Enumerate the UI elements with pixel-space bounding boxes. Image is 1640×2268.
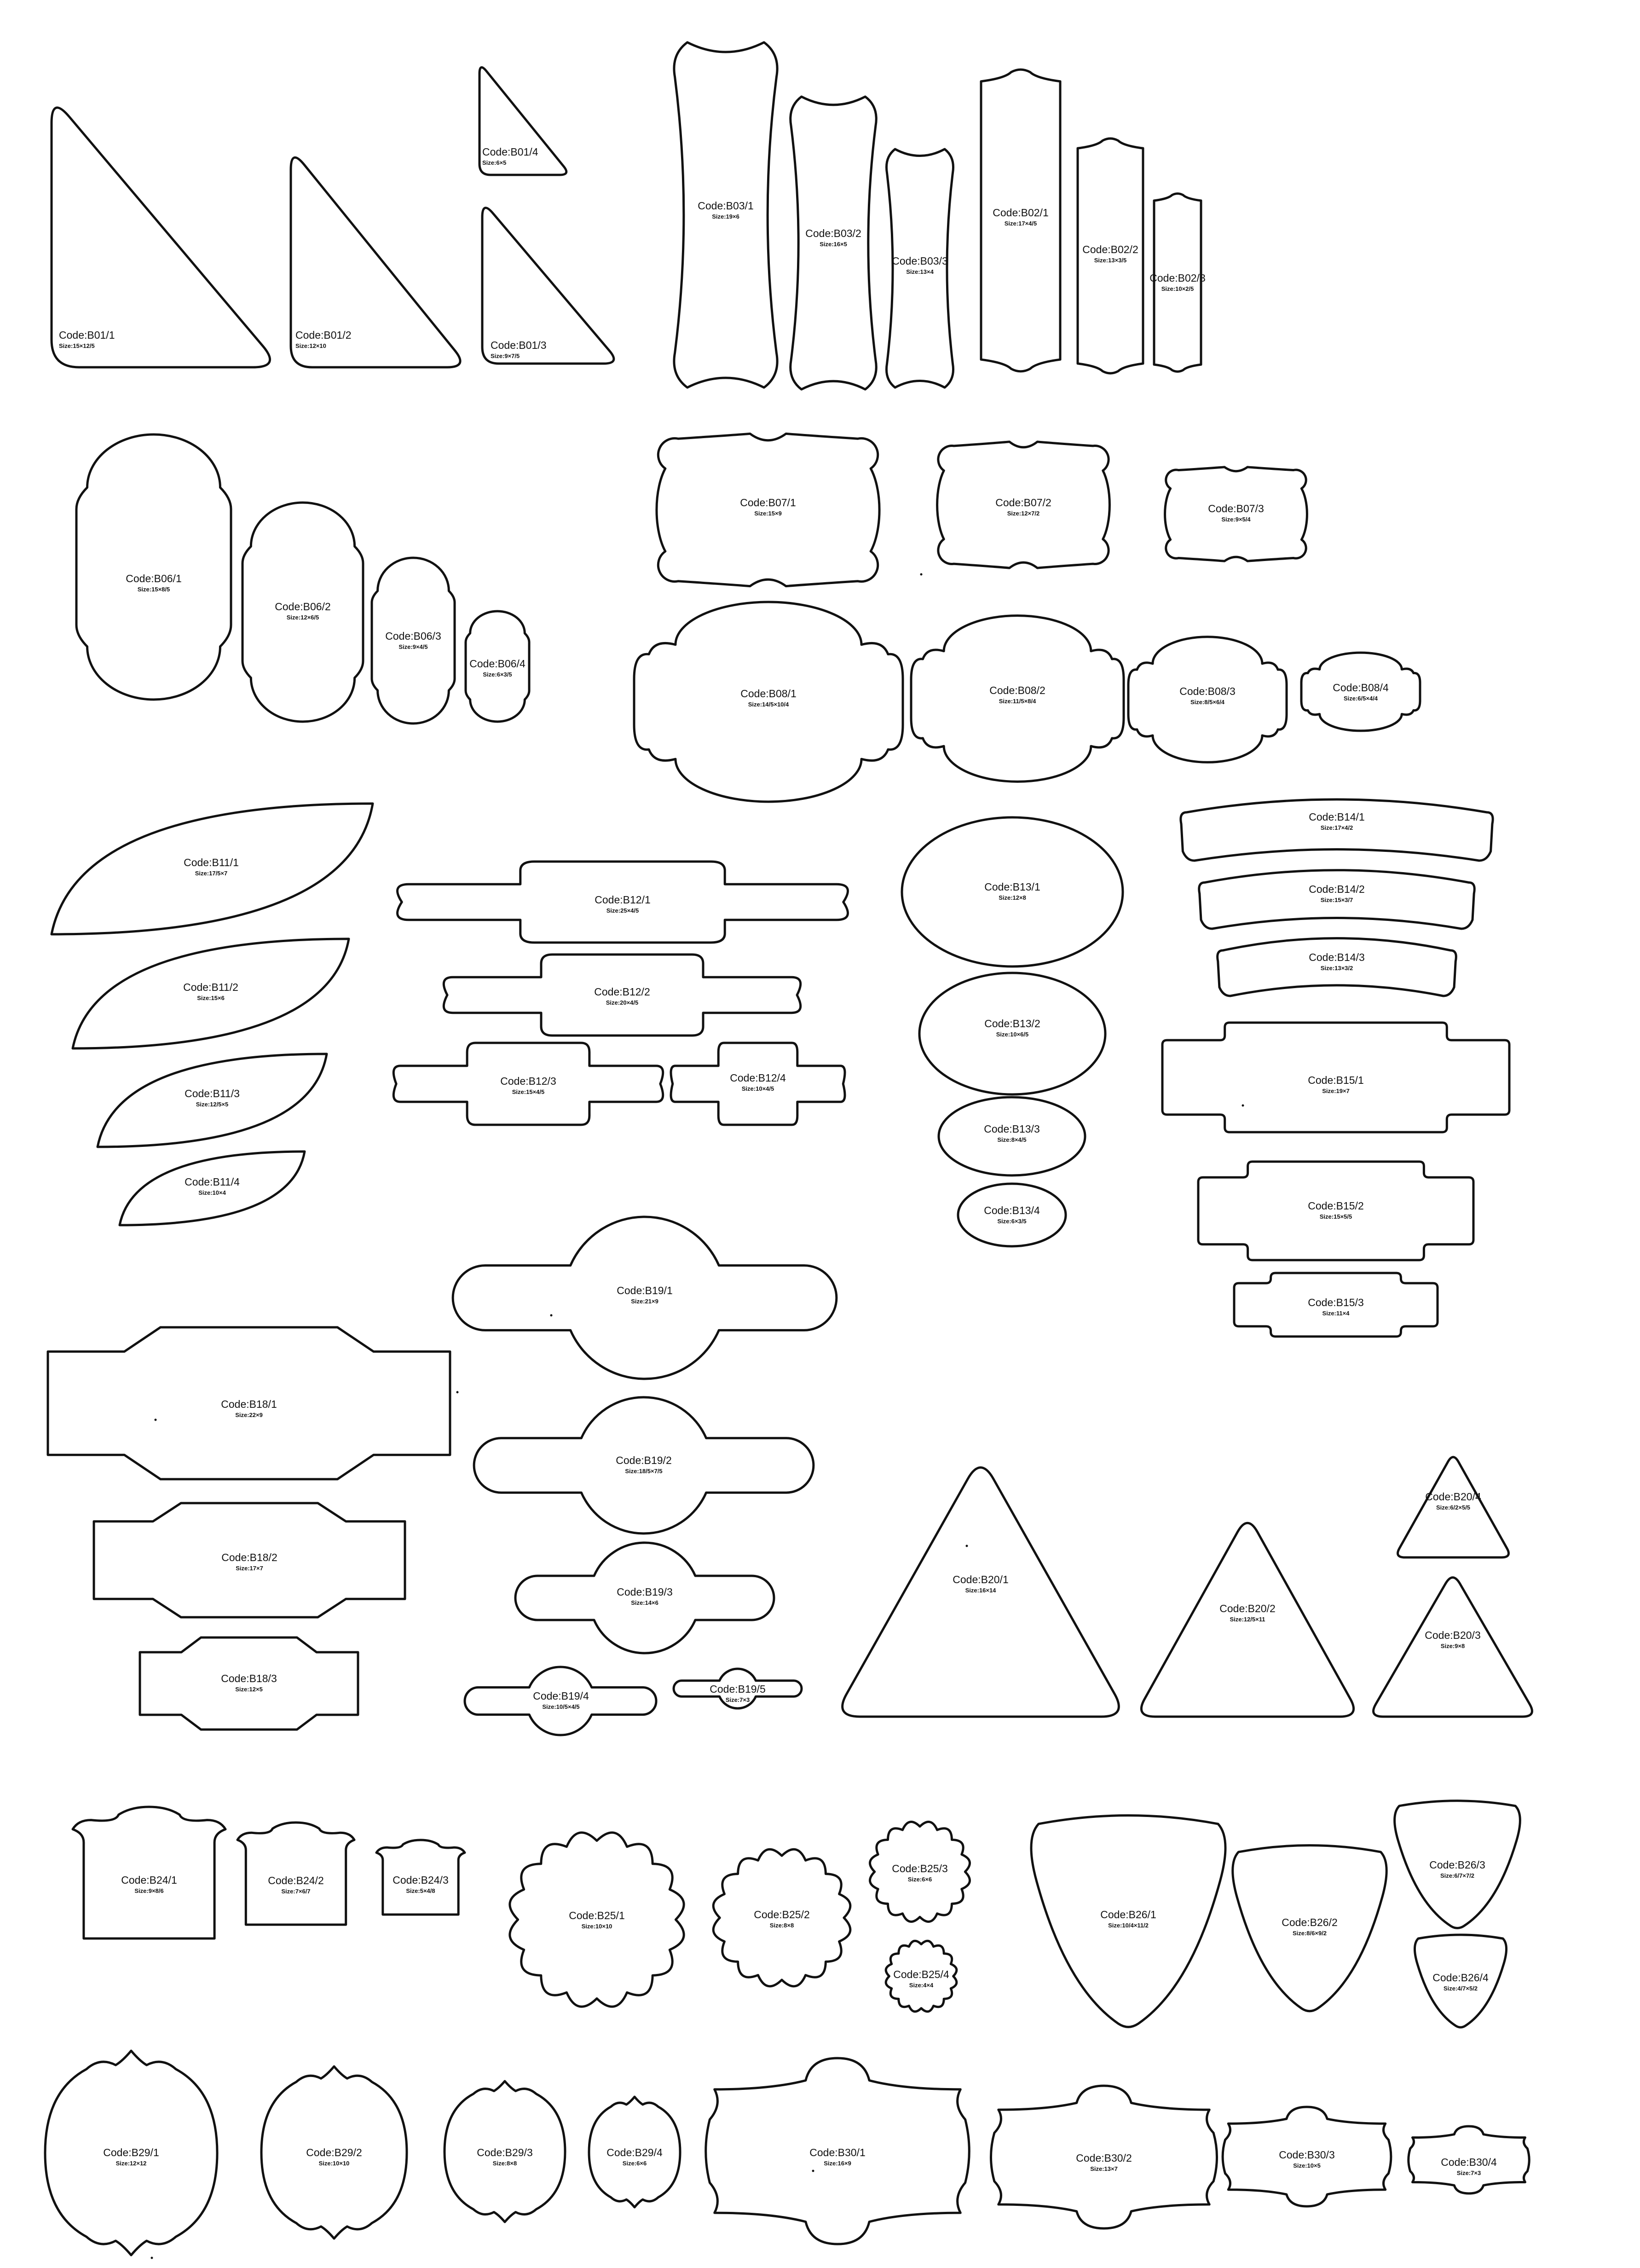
arched-tag-outline	[76, 434, 231, 700]
shape-size-label: Size:15×3/7	[1320, 897, 1353, 903]
registration-dot	[812, 2170, 814, 2172]
shape-code-label: Code:B11/2	[183, 981, 238, 993]
shape-b12-4	[671, 1043, 845, 1125]
shape-size-label: Size:17×7	[236, 1565, 263, 1572]
shape-b25-1	[510, 1833, 684, 2007]
shape-b06-3	[372, 558, 455, 723]
shape-code-label: Code:B01/4	[482, 146, 538, 158]
shape-size-label: Size:8/5×6/4	[1190, 699, 1225, 706]
shape-code-label: Code:B15/3	[1308, 1296, 1364, 1308]
shape-code-label: Code:B06/1	[126, 573, 182, 584]
circle-bar-outline	[515, 1543, 774, 1653]
shape-size-label: Size:21×9	[631, 1298, 658, 1305]
shape-code-label: Code:B08/3	[1179, 685, 1236, 697]
shape-b24-1	[73, 1807, 225, 1938]
shape-code-label: Code:B18/3	[221, 1672, 277, 1684]
registration-dot	[966, 1545, 968, 1547]
shape-code-label: Code:B11/3	[185, 1088, 240, 1099]
shape-size-label: Size:6/5×4/4	[1343, 695, 1378, 702]
shape-size-label: Size:15×9	[754, 510, 782, 517]
shape-b19-3	[515, 1543, 774, 1653]
shape-b13-2	[919, 973, 1105, 1094]
shape-code-label: Code:B01/1	[59, 329, 115, 341]
shape-code-label: Code:B20/1	[953, 1574, 1009, 1585]
leaf-outline	[98, 1054, 327, 1147]
shape-b03-1	[674, 42, 777, 388]
shape-size-label: Size:16×14	[965, 1587, 996, 1594]
shape-size-label: Size:8×4/5	[997, 1136, 1027, 1143]
shape-size-label: Size:4/7×5/2	[1443, 1985, 1478, 1992]
shape-b25-4	[886, 1941, 957, 2012]
shape-size-label: Size:8/6×9/2	[1292, 1930, 1327, 1937]
shape-code-label: Code:B24/3	[393, 1874, 449, 1886]
shape-size-label: Size:6×6	[622, 2160, 647, 2167]
shape-size-label: Size:13×3/5	[1094, 257, 1127, 264]
shape-code-label: Code:B26/4	[1432, 1972, 1489, 1984]
shape-size-label: Size:22×9	[235, 1412, 263, 1418]
shape-size-label: Size:11×4	[1322, 1310, 1350, 1317]
shape-b08-2	[911, 616, 1124, 782]
shape-size-label: Size:4×4	[909, 1982, 934, 1989]
shape-size-label: Size:9×4/5	[398, 643, 428, 650]
shape-size-label: Size:14×6	[631, 1599, 658, 1606]
shape-code-label: Code:B06/4	[469, 658, 525, 670]
shape-code-label: Code:B14/3	[1309, 951, 1365, 963]
shirt-tag-outline	[73, 1807, 225, 1938]
shape-size-label: Size:25×4/5	[606, 907, 639, 914]
shape-code-label: Code:B07/2	[995, 497, 1051, 509]
shape-code-label: Code:B13/1	[984, 881, 1040, 893]
shape-code-label: Code:B08/2	[989, 684, 1045, 696]
shape-b13-4	[958, 1184, 1066, 1246]
shape-size-label: Size:9×5/4	[1221, 516, 1251, 523]
shape-code-label: Code:B13/2	[984, 1018, 1040, 1030]
shape-size-label: Size:8×8	[769, 1922, 794, 1929]
shape-code-label: Code:B20/2	[1219, 1603, 1276, 1614]
shape-code-label: Code:B03/2	[805, 227, 861, 239]
shape-size-label: Size:12/5×11	[1230, 1616, 1265, 1623]
shape-b29-1	[45, 2051, 217, 2255]
shape-size-label: Size:10×4/5	[741, 1085, 774, 1092]
shape-size-label: Size:17×4/2	[1320, 824, 1353, 831]
shape-code-label: Code:B02/2	[1082, 243, 1138, 255]
registration-dot	[155, 1419, 157, 1421]
shape-b19-4	[465, 1667, 656, 1735]
shape-code-label: Code:B11/4	[185, 1176, 240, 1188]
shape-size-label: Size:6×5	[482, 159, 507, 166]
shape-size-label: Size:19×6	[712, 213, 739, 220]
shape-code-label: Code:B18/2	[221, 1551, 277, 1563]
shape-size-label: Size:17/5×7	[195, 870, 228, 877]
shape-size-label: Size:16×9	[824, 2160, 851, 2167]
shape-size-label: Size:12×10	[295, 342, 326, 349]
shape-b20-4	[1398, 1457, 1509, 1557]
shape-size-label: Size:12×8	[999, 894, 1026, 901]
shape-size-label: Size:12×6/5	[286, 614, 319, 621]
shape-b12-3	[393, 1043, 663, 1125]
shape-code-label: Code:B29/2	[306, 2146, 362, 2158]
shape-code-label: Code:B26/2	[1282, 1916, 1338, 1928]
shape-size-label: Size:10×10	[318, 2160, 350, 2167]
shape-code-label: Code:B02/3	[1149, 272, 1206, 284]
shape-b06-2	[243, 503, 363, 722]
shape-code-label: Code:B18/1	[221, 1398, 277, 1410]
shape-code-label: Code:B25/4	[893, 1968, 949, 1980]
registration-dot	[550, 1314, 553, 1317]
shape-b26-3	[1395, 1801, 1520, 1928]
shape-b18-2	[94, 1503, 405, 1617]
shape-code-label: Code:B15/2	[1308, 1200, 1364, 1212]
shape-code-label: Code:B19/3	[617, 1586, 673, 1598]
shape-code-label: Code:B30/2	[1076, 2152, 1132, 2164]
shape-size-label: Size:15×8/5	[137, 586, 170, 593]
shape-b11-2	[73, 939, 349, 1048]
shape-b24-3	[376, 1840, 465, 1915]
shape-size-label: Size:9×8/6	[134, 1887, 164, 1894]
shape-b19-2	[474, 1397, 814, 1533]
shape-b14-1	[1181, 799, 1493, 861]
shape-code-label: Code:B13/4	[984, 1204, 1040, 1216]
shape-b20-1	[843, 1468, 1119, 1717]
shape-b01-4	[479, 67, 566, 175]
shape-code-label: Code:B07/3	[1208, 503, 1264, 515]
registration-dot	[151, 2257, 153, 2259]
shape-b02-2	[1078, 139, 1143, 373]
shape-b14-2	[1199, 870, 1475, 929]
shape-code-label: Code:B08/1	[740, 688, 797, 700]
shape-code-label: Code:B20/4	[1425, 1491, 1481, 1503]
shape-size-label: Size:6/7×7/2	[1440, 1872, 1475, 1879]
shape-b08-4	[1301, 653, 1420, 731]
shape-b26-1	[1031, 1816, 1225, 2027]
shape-size-label: Size:17×4/5	[1004, 220, 1037, 227]
shape-b12-1	[398, 862, 848, 943]
shape-size-label: Size:18/5×7/5	[625, 1468, 663, 1475]
shape-code-label: Code:B14/2	[1309, 883, 1365, 895]
shape-size-label: Size:10×5	[1293, 2162, 1321, 2169]
shape-size-label: Size:14/5×10/4	[748, 701, 789, 708]
shape-b15-1	[1162, 1023, 1509, 1132]
shape-b13-3	[939, 1097, 1085, 1175]
shape-code-label: Code:B15/1	[1308, 1074, 1364, 1086]
shape-b20-2	[1141, 1523, 1353, 1717]
shape-size-label: Size:12×7/2	[1007, 510, 1040, 517]
shape-code-label: Code:B12/3	[500, 1075, 556, 1087]
shape-size-label: Size:15×12/5	[59, 342, 95, 349]
shape-size-label: Size:13×4	[906, 268, 934, 275]
shape-b06-1	[76, 434, 231, 700]
shape-code-label: Code:B25/1	[569, 1909, 625, 1921]
shape-code-label: Code:B06/3	[385, 630, 441, 642]
shape-b26-4	[1415, 1935, 1506, 2027]
shape-b19-5	[674, 1669, 802, 1708]
leaf-outline	[120, 1151, 305, 1225]
shape-code-label: Code:B01/2	[295, 329, 352, 341]
shape-b24-2	[237, 1822, 354, 1925]
shape-b30-2	[991, 2086, 1217, 2228]
shape-b01-1	[52, 108, 270, 367]
shape-size-label: Size:7×6/7	[281, 1888, 311, 1895]
shape-size-label: Size:13×3/2	[1320, 965, 1353, 972]
shape-b03-2	[791, 97, 877, 389]
shape-b29-2	[261, 2066, 407, 2239]
triangle-right-angle-outline	[52, 108, 270, 367]
shape-size-label: Size:15×6	[197, 995, 225, 1001]
triangle-right-angle-outline	[479, 67, 566, 175]
shape-size-label: Size:12×12	[115, 2160, 147, 2167]
shape-code-label: Code:B24/2	[268, 1875, 324, 1886]
shape-code-label: Code:B20/3	[1425, 1629, 1481, 1641]
shape-b12-2	[444, 955, 800, 1036]
shape-size-label: Size:6/2×5/5	[1436, 1504, 1471, 1511]
shape-size-label: Size:10/5×4/5	[542, 1703, 580, 1710]
shape-b29-4	[589, 2097, 680, 2207]
shape-code-label: Code:B02/1	[993, 207, 1049, 219]
shape-size-label: Size:12/5×5	[196, 1101, 229, 1108]
shape-size-label: Size:8×8	[492, 2160, 517, 2167]
shape-code-label: Code:B06/2	[275, 601, 331, 613]
registration-dot	[1242, 1105, 1244, 1107]
shape-size-label: Size:9×7/5	[491, 353, 520, 359]
shape-b18-3	[140, 1637, 358, 1730]
shape-code-label: Code:B03/1	[698, 200, 754, 212]
leaf-outline	[73, 939, 349, 1048]
shape-size-label: Size:10/4×11/2	[1108, 1922, 1149, 1929]
shape-b30-3	[1223, 2107, 1391, 2206]
shape-b18-1	[48, 1327, 450, 1479]
shape-size-label: Size:13×7	[1090, 2165, 1118, 2172]
shield-outline	[1031, 1816, 1225, 2027]
shape-b01-2	[291, 157, 460, 367]
shape-code-label: Code:B19/4	[533, 1690, 589, 1702]
shape-b08-1	[634, 602, 903, 802]
shape-b06-4	[466, 611, 529, 722]
leaf-outline	[52, 804, 373, 934]
shape-b19-1	[453, 1217, 837, 1379]
registration-dot	[456, 1391, 459, 1394]
shape-size-label: Size:10×2/5	[1161, 285, 1194, 292]
shape-code-label: Code:B29/3	[477, 2146, 533, 2158]
shape-code-label: Code:B29/1	[103, 2146, 159, 2158]
shape-size-label: Size:6×6	[907, 1876, 932, 1883]
shape-code-label: Code:B03/3	[892, 255, 948, 267]
shape-code-label: Code:B24/1	[121, 1874, 177, 1886]
shape-size-label: Size:15×4/5	[512, 1088, 545, 1095]
shape-b15-3	[1234, 1273, 1438, 1336]
shape-code-label: Code:B30/3	[1279, 2149, 1335, 2161]
shape-b11-1	[52, 804, 373, 934]
shape-size-label: Size:15×5/5	[1319, 1213, 1352, 1220]
shape-code-label: Code:B26/1	[1100, 1909, 1156, 1921]
shape-code-label: Code:B30/4	[1441, 2156, 1497, 2168]
shape-code-label: Code:B08/4	[1333, 682, 1389, 694]
shape-b26-2	[1233, 1846, 1386, 2011]
shape-b13-1	[902, 817, 1123, 966]
shape-code-label: Code:B11/1	[184, 856, 239, 868]
shape-code-label: Code:B26/3	[1429, 1859, 1485, 1871]
shape-size-label: Size:12×5	[235, 1686, 263, 1693]
bracket-tall-tag-outline	[1078, 139, 1143, 373]
registration-dot	[920, 573, 923, 576]
shape-b25-3	[870, 1822, 970, 1922]
shape-code-label: Code:B12/4	[730, 1072, 786, 1084]
shape-size-label: Size:16×5	[820, 241, 847, 248]
shape-size-label: Size:6×3/5	[483, 671, 512, 678]
stepped-bar-outline	[671, 1043, 845, 1125]
shape-code-label: Code:B19/1	[617, 1284, 673, 1296]
shape-b30-1	[706, 2058, 970, 2244]
shape-b03-3	[886, 149, 953, 388]
shape-code-label: Code:B12/2	[594, 986, 650, 998]
shape-b14-3	[1218, 938, 1456, 996]
shape-code-label: Code:B12/1	[595, 894, 651, 906]
shape-code-label: Code:B19/2	[616, 1454, 672, 1466]
shape-size-label: Size:19×7	[1322, 1088, 1350, 1094]
shape-b25-2	[713, 1849, 850, 1986]
shape-size-label: Size:5×4/8	[406, 1887, 435, 1894]
shape-size-label: Size:6×3/5	[997, 1218, 1027, 1225]
shape-size-label: Size:10×6/5	[996, 1031, 1029, 1038]
shape-b07-2	[937, 442, 1110, 568]
shape-b02-1	[981, 69, 1060, 371]
shape-b30-4	[1409, 2126, 1529, 2193]
shape-b15-2	[1198, 1162, 1473, 1260]
shape-b08-3	[1128, 637, 1287, 763]
shape-b07-3	[1165, 467, 1307, 561]
shape-code-label: Code:B07/1	[740, 497, 796, 509]
shape-code-label: Code:B25/3	[892, 1863, 948, 1875]
shape-code-label: Code:B29/4	[606, 2146, 663, 2158]
shape-size-label: Size:9×8	[1440, 1643, 1465, 1649]
shape-size-label: Size:10×10	[581, 1923, 612, 1930]
shape-b11-3	[98, 1054, 327, 1147]
shape-b11-4	[120, 1151, 305, 1225]
shape-b01-3	[482, 208, 614, 364]
shape-code-label: Code:B14/1	[1309, 811, 1365, 823]
shape-b29-3	[445, 2081, 565, 2222]
shape-code-label: Code:B01/3	[491, 339, 547, 351]
shape-code-label: Code:B19/5	[710, 1683, 766, 1695]
shape-size-label: Size:20×4/5	[606, 999, 639, 1006]
shape-code-label: Code:B30/1	[809, 2146, 866, 2158]
shape-b07-1	[657, 434, 879, 586]
shape-size-label: Size:10×4	[198, 1189, 226, 1196]
shape-size-label: Size:11/5×8/4	[999, 698, 1036, 705]
shape-size-label: Size:7×3	[725, 1696, 750, 1703]
shape-size-label: Size:7×3	[1456, 2170, 1481, 2176]
shape-b02-3	[1149, 194, 1205, 372]
shape-code-label: Code:B13/3	[984, 1123, 1040, 1135]
shape-b20-3	[1374, 1578, 1532, 1717]
shirt-tag-outline	[237, 1822, 354, 1925]
shape-code-label: Code:B25/2	[754, 1909, 810, 1921]
